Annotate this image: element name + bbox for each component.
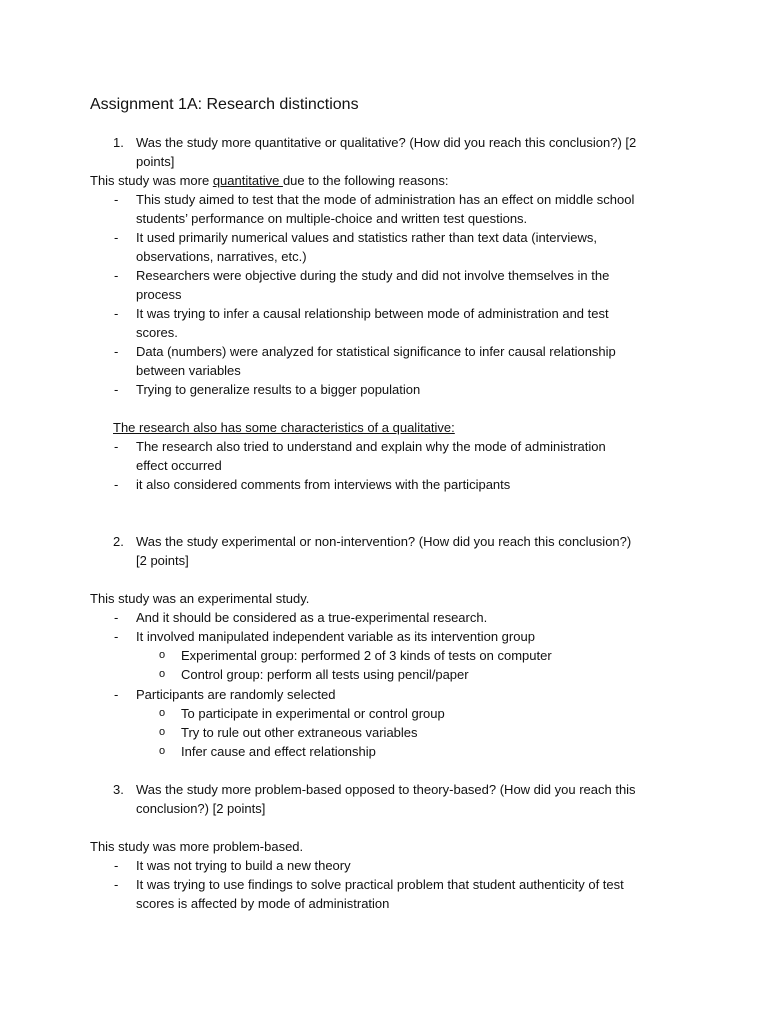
answer-3-bullet-2-line-2: scores is affected by mode of administration	[136, 896, 390, 911]
bullet-dash: -	[114, 877, 119, 892]
bullet-dash: -	[114, 439, 119, 454]
bullet-circle: o	[159, 649, 166, 661]
bullet-circle: o	[159, 745, 166, 757]
bullet-circle: o	[159, 707, 166, 719]
answer-1-intro-underlined: quantitative	[212, 173, 283, 188]
bullet-dash: -	[114, 858, 119, 873]
reason-4-line-2: scores.	[136, 325, 178, 340]
question-1-number: 1.	[113, 135, 124, 150]
bullet-dash: -	[114, 344, 119, 359]
reason-6-line-1: Trying to generalize results to a bigger population	[136, 382, 421, 397]
reason-3-line-2: process	[136, 287, 182, 302]
bullet-circle: o	[159, 668, 166, 680]
reason-3-line-1: Researchers were objective during the study and did not involve themselves in the	[136, 268, 610, 283]
bullet-dash: -	[114, 629, 119, 644]
answer-1-intro-after: due to the following reasons:	[282, 173, 449, 188]
answer-2-bullet-2: It involved manipulated independent variable as its intervention group	[136, 629, 535, 644]
answer-3-bullet-1: It was not trying to build a new theory	[136, 858, 351, 873]
answer-2-bullet-3: Participants are randomly selected	[136, 687, 336, 702]
answer-1-intro	[90, 171, 448, 190]
bullet-dash: -	[114, 687, 119, 702]
bullet-dash: -	[114, 268, 119, 283]
qualitative-reason-1-line-1: The research also tried to understand and explain why the mode of administration	[136, 439, 606, 454]
answer-1-intro-before: This study was more	[90, 173, 213, 188]
reason-2-line-1: It used primarily numerical values and statistics rather than text data (interviews,	[136, 230, 597, 245]
question-2-text-line-1: Was the study experimental or non-intervention? (How did you reach this conclusion?)	[136, 534, 632, 549]
answer-2-sub-bullet-2: Control group: perform all tests using pencil/paper	[181, 667, 469, 682]
question-2-number: 2.	[113, 534, 124, 549]
answer-2-sub-bullet-5: Infer cause and effect relationship	[181, 744, 376, 759]
answer-3-intro: This study was more problem-based.	[90, 839, 304, 854]
answer-2-intro: This study was an experimental study.	[90, 591, 310, 606]
bullet-dash: -	[114, 382, 119, 397]
reason-4-line-1: It was trying to infer a causal relationship between mode of administration and test	[136, 306, 609, 321]
question-3-text-line-2: conclusion?) [2 points]	[136, 801, 266, 816]
answer-2-bullet-1: And it should be considered as a true-experimental research.	[136, 610, 488, 625]
question-1-text-line-2: points]	[136, 154, 175, 169]
question-3-text-line-1: Was the study more problem-based opposed to theory-based? (How did you reach this	[136, 782, 636, 797]
reason-1-line-2: students’ performance on multiple-choice and written test questions.	[136, 211, 528, 226]
question-1-text-line-1: Was the study more quantitative or qualitative? (How did you reach this conclusion?) [2	[136, 135, 637, 150]
reason-5-line-1: Data (numbers) were analyzed for statistical significance to infer causal relationship	[136, 344, 616, 359]
bullet-dash: -	[114, 306, 119, 321]
bullet-dash: -	[114, 477, 119, 492]
qualitative-reason-2-line-1: it also considered comments from interviews with the participants	[136, 477, 511, 492]
reason-2-line-2: observations, narratives, etc.)	[136, 249, 307, 264]
qualitative-heading: The research also has some characteristics of a qualitative:	[113, 420, 455, 435]
answer-3-bullet-2-line-1: It was trying to use findings to solve practical problem that student authenticity of test	[136, 877, 624, 892]
bullet-dash: -	[114, 230, 119, 245]
reason-5-line-2: between variables	[136, 363, 241, 378]
question-2-text-line-2: [2 points]	[136, 553, 189, 568]
bullet-dash: -	[114, 610, 119, 625]
question-3-number: 3.	[113, 782, 124, 797]
answer-2-sub-bullet-1: Experimental group: performed 2 of 3 kinds of tests on computer	[181, 648, 552, 663]
bullet-dash: -	[114, 192, 119, 207]
reason-1-line-1: This study aimed to test that the mode of administration has an effect on middle school	[136, 192, 635, 207]
document-title: Assignment 1A: Research distinctions	[90, 96, 359, 113]
bullet-circle: o	[159, 726, 166, 738]
answer-2-sub-bullet-3: To participate in experimental or control group	[181, 706, 445, 721]
qualitative-reason-1-line-2: effect occurred	[136, 458, 222, 473]
answer-2-sub-bullet-4: Try to rule out other extraneous variables	[181, 725, 418, 740]
